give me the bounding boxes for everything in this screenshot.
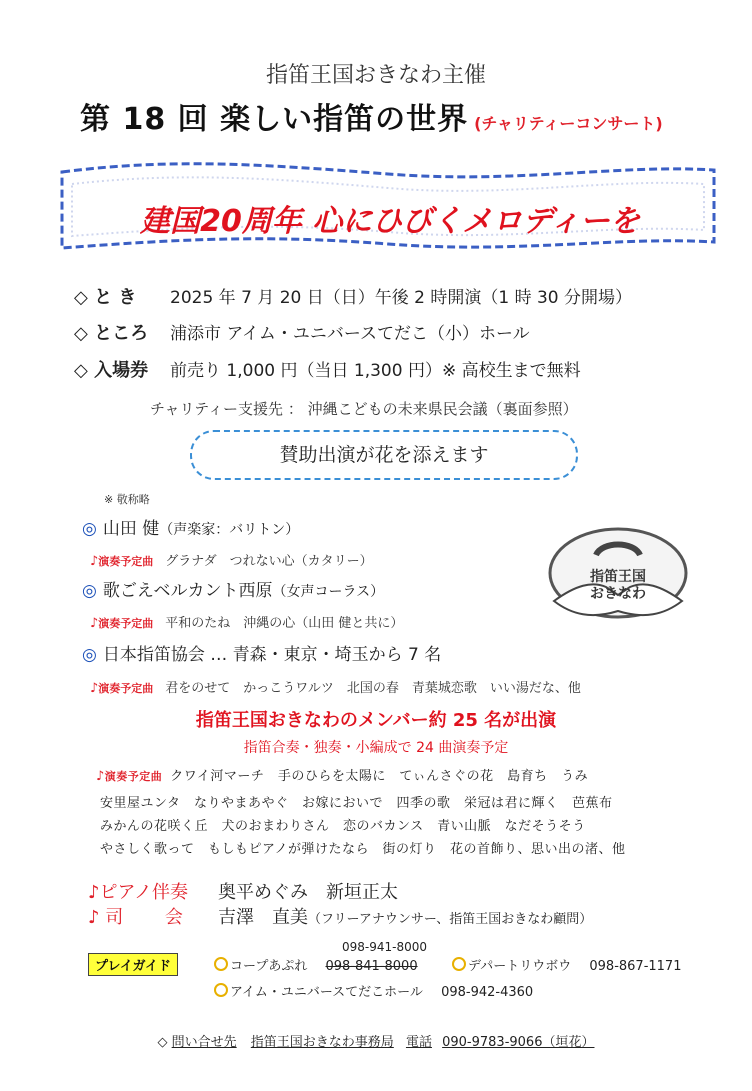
staff-mc-value: 吉澤 直美 — [218, 907, 308, 928]
info-ticket-key: ◇ 入場券 — [74, 360, 149, 381]
performer-note: （女声コーラス） — [272, 584, 385, 600]
play-guide-outlet-tedako — [214, 981, 533, 1000]
outlet-name: コープあぷれ — [230, 959, 308, 974]
staff-mc-label: ♪ 司 会 — [88, 907, 183, 928]
info-ticket-value: 前売り 1,000 円（当日 1,300 円）※ 高校生まで無料 — [170, 361, 581, 381]
songs-label: 演奏予定曲 — [98, 682, 154, 695]
member-songs-label: 演奏予定曲 — [104, 770, 163, 783]
performer-songs-yamada: ♪演奏予定曲 グラナダ つれない心（カタリー） — [90, 554, 373, 569]
circle-icon — [452, 957, 466, 971]
performer-songs-jfa: ♪演奏予定曲 君をのせて かっこうワルツ 北国の春 青葉城恋歌 いい湯だな、他 — [90, 681, 581, 696]
members-subheading: 指笛合奏・独奏・小編成で 24 曲演奏予定 — [243, 740, 509, 756]
staff-piano-label: ♪ピアノ伴奏 — [88, 882, 189, 903]
outlet-name: アイム・ユニバースてだこホール — [230, 985, 423, 1000]
banner-text: 建国20周年 心にひびくメロディーを — [140, 204, 640, 239]
performer-jfa — [82, 640, 441, 665]
staff-piano — [88, 878, 398, 904]
yubibue-kingdom-logo — [546, 525, 690, 621]
contact-tel: 090-9783-9066（垣花） — [442, 1035, 595, 1050]
concert-title-sub: (チャリティーコンサート) — [474, 114, 663, 133]
member-songs-row-3: みかんの花咲く丘 犬のおまわりさん 恋のバカンス 青い山脈 なだそうそう — [100, 819, 586, 834]
contact-prefix: ◇ — [157, 1035, 168, 1050]
performer-mark: ◎ — [82, 581, 97, 601]
logo-text-line1: 指笛王国 — [590, 569, 646, 585]
members-heading: 指笛王国おきなわのメンバー約 25 名が出演 — [195, 710, 557, 731]
concert-title-main: 第 18 回 楽しい指笛の世界 — [80, 102, 469, 137]
logo-text-line2: おきなわ — [590, 586, 646, 602]
info-row-ticket — [74, 356, 581, 382]
staff-piano-value: 奥平めぐみ 新垣正太 — [218, 882, 398, 903]
info-date-key: ◇ と き — [74, 287, 137, 308]
circle-icon — [214, 983, 228, 997]
contact-org: 指笛王国おきなわ事務局 — [250, 1035, 394, 1050]
member-songs-row-2: 安里屋ユンタ なりやまあやぐ お嫁においで 四季の歌 栄冠は君に輝く 芭蕉布 — [100, 796, 613, 811]
charity-line: チャリティー支援先 ： 沖縄こどもの未来県民会議（裏面参照） — [150, 400, 578, 418]
support-heading: 賛助出演が花を添えます — [279, 444, 489, 466]
staff-mc-note: （フリーアナウンサー、指笛王国おきなわ顧問） — [308, 912, 593, 927]
songs-list: 平和のたね 沖縄の心（山田 健と共に） — [165, 616, 404, 631]
concert-title — [80, 94, 663, 138]
performer-name: 日本指笛協会 … 青森・東京・埼玉から 7 名 — [102, 645, 442, 665]
info-venue-value: 浦添市 アイム・ユニバースてだこ（小）ホール — [170, 324, 530, 344]
outlet-phone: 098-867-1171 — [589, 959, 682, 974]
info-date-value: 2025 年 7 月 20 日（日）午後 2 時開演（1 時 30 分開場） — [170, 288, 633, 308]
performer-belcanto — [82, 576, 384, 601]
play-guide-label: プレイガイド — [88, 953, 178, 976]
contact-label: 問い合せ先 — [171, 1035, 237, 1050]
outlet-name: デパートリウボウ — [468, 959, 572, 974]
songs-list: 君をのせて かっこうワルツ 北国の春 青葉城恋歌 いい湯だな、他 — [165, 681, 581, 696]
performer-name: 山田 健 — [102, 519, 160, 539]
honorific-note: ※ 敬称略 — [104, 493, 150, 506]
songs-list: グラナダ つれない心（カタリー） — [165, 554, 373, 569]
staff-mc — [88, 903, 592, 929]
info-row-date — [74, 283, 632, 309]
circle-icon — [214, 957, 228, 971]
performer-songs-belcanto: ♪演奏予定曲 平和のたね 沖縄の心（山田 健と共に） — [90, 616, 404, 631]
contact-line — [0, 1031, 752, 1050]
organizer-line: 指笛王国おきなわ主催 — [265, 63, 486, 88]
performer-yamada — [82, 514, 299, 539]
outlet-phone: 098-942-4360 — [441, 985, 534, 1000]
performer-mark: ◎ — [82, 645, 97, 665]
member-songs-line: クワイ河マーチ 手のひらを太陽に てぃんさぐの花 島育ち うみ — [170, 769, 589, 784]
play-guide-outlet-ryubo — [452, 955, 681, 974]
info-venue-key: ◇ ところ — [74, 323, 149, 344]
performer-mark: ◎ — [82, 519, 97, 539]
member-songs-row-4: やさしく歌って もしもピアノが弾けたなら 街の灯り 花の首飾り、思い出の渚、他 — [100, 842, 626, 857]
songs-label: 演奏予定曲 — [98, 617, 154, 630]
contact-tel-label: 電話 — [405, 1035, 432, 1050]
info-row-venue — [74, 319, 530, 345]
performer-note: （声楽家：バリトン） — [159, 522, 300, 538]
member-songs-row-1: ♪演奏予定曲 クワイ河マーチ 手のひらを太陽に てぃんさぐの花 島育ち うみ — [96, 769, 589, 784]
coop-phone-new: 098-941-8000 — [342, 940, 428, 954]
coop-phone-old: 098-841-8000 — [325, 959, 418, 974]
performer-name: 歌ごえベルカント西原 — [102, 581, 273, 601]
songs-label: 演奏予定曲 — [98, 555, 154, 568]
play-guide-outlet-coop — [214, 955, 418, 974]
